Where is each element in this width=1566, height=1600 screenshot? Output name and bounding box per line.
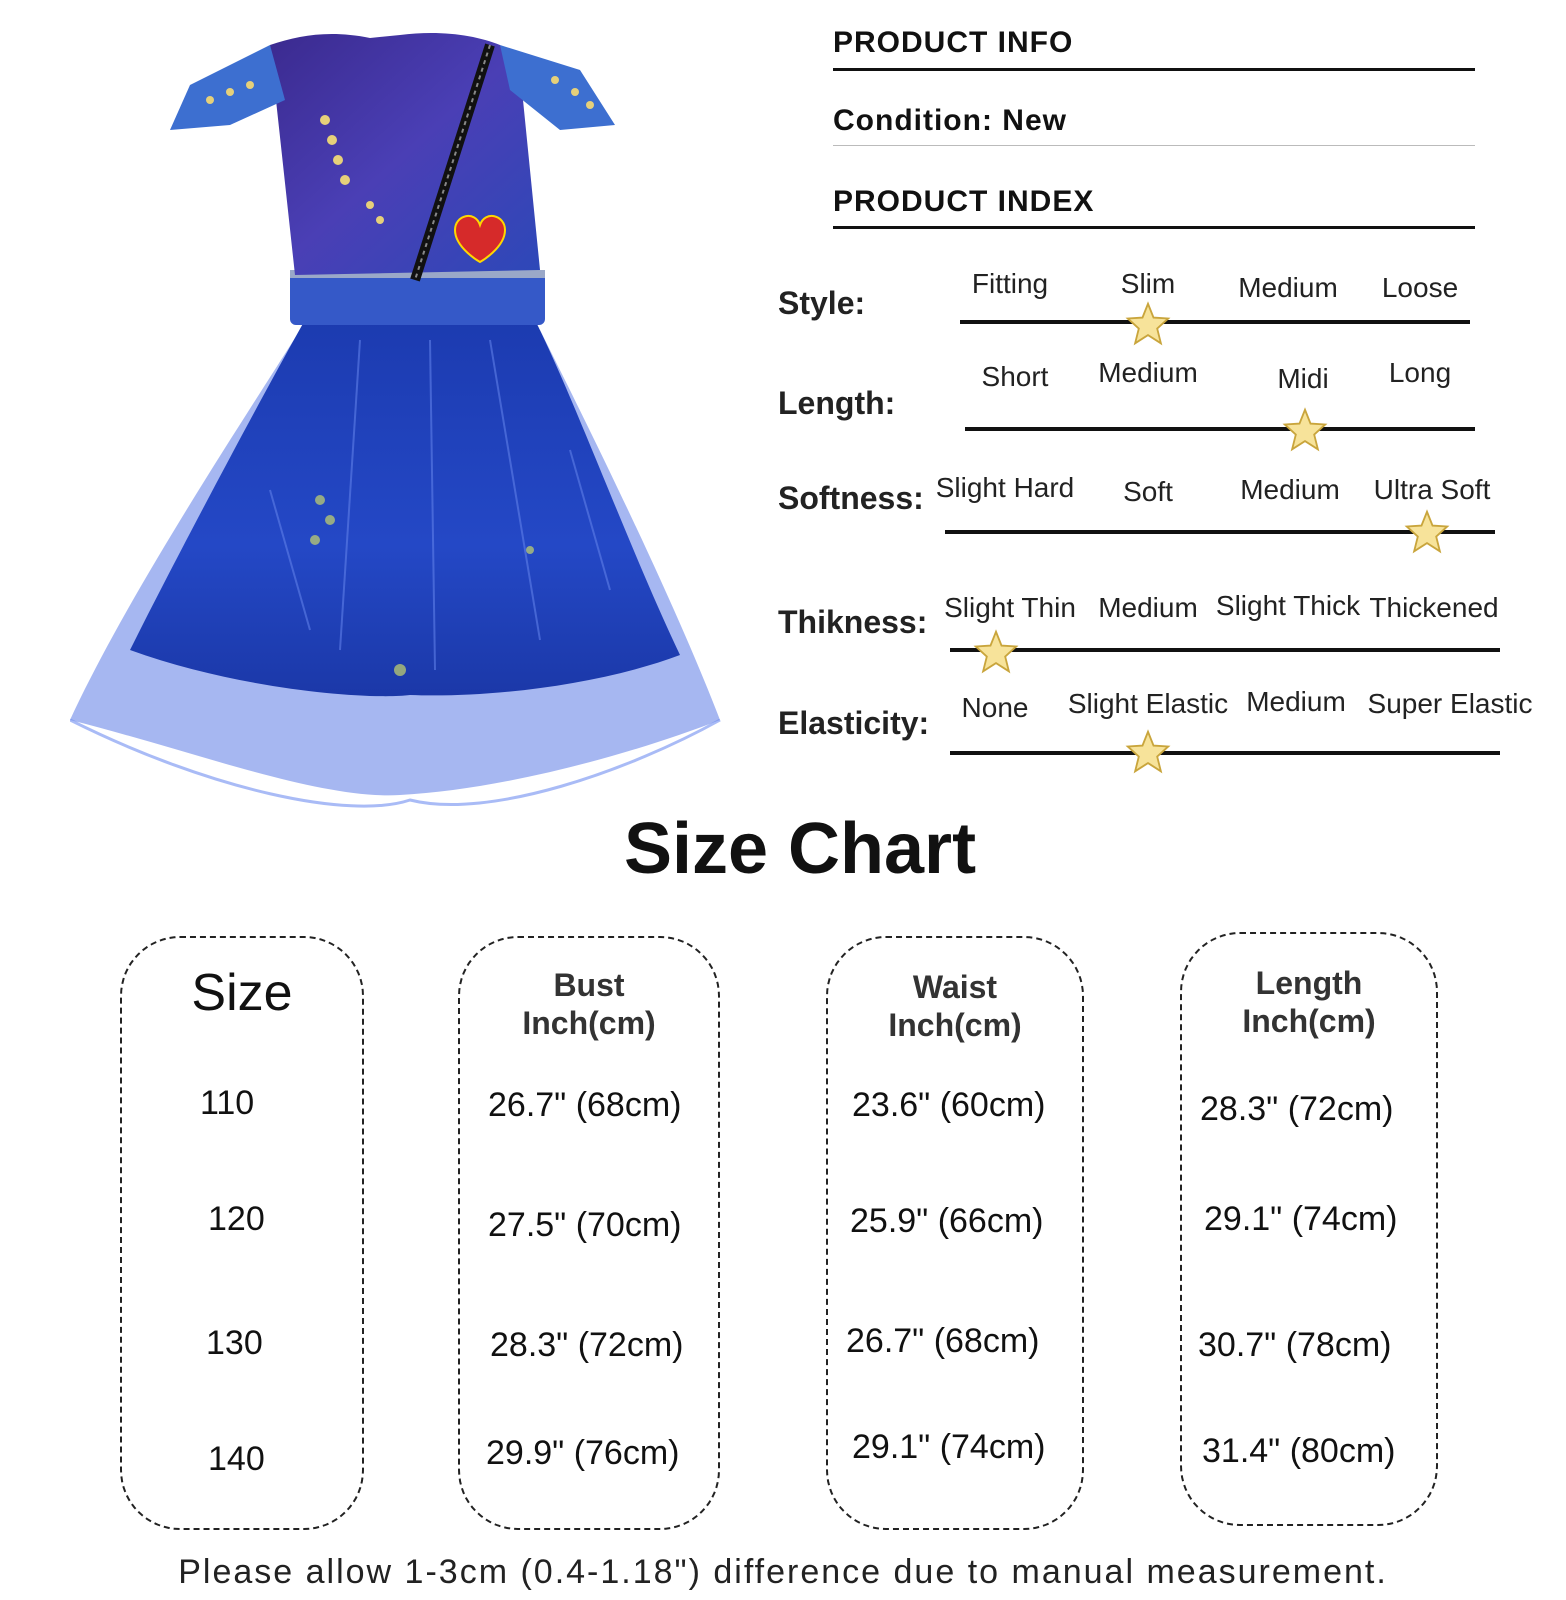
waist-cell: 29.1" (74cm) <box>852 1428 1046 1466</box>
length-cell: 28.3" (72cm) <box>1200 1090 1394 1128</box>
thickness-scale-line <box>950 648 1500 652</box>
length-column <box>1180 932 1438 1526</box>
waist-cell: 25.9" (66cm) <box>850 1202 1044 1240</box>
length-cell: 29.1" (74cm) <box>1204 1200 1398 1238</box>
size-cell: 110 <box>200 1084 255 1122</box>
softness-option-soft: Soft <box>1123 476 1173 507</box>
waist-cell: 26.7" (68cm) <box>846 1322 1040 1360</box>
elasticity-option-slight-elastic: Slight Elastic <box>1067 688 1229 719</box>
size-column-header: Size <box>191 964 293 1022</box>
product-index-heading: PRODUCT INDEX <box>833 185 1095 218</box>
thickness-option-thickened: Thickened <box>1369 592 1499 623</box>
bust-cell: 28.3" (72cm) <box>490 1326 684 1364</box>
length-label: Length: <box>778 385 896 421</box>
size-cell: 130 <box>206 1324 263 1362</box>
style-option-fitting: Fitting <box>971 268 1049 299</box>
size-cell: 140 <box>208 1440 265 1478</box>
star-icon <box>1404 509 1450 555</box>
size-column <box>120 936 364 1530</box>
bust-header-unit: Inch(cm) <box>522 1005 656 1041</box>
softness-option-medium: Medium <box>1240 474 1340 505</box>
length-cell: 31.4" (80cm) <box>1202 1432 1396 1470</box>
style-option-loose: Loose <box>1381 272 1459 303</box>
length-column-header <box>1182 964 1436 1040</box>
bust-cell: 29.9" (76cm) <box>486 1434 680 1472</box>
waist-header-title: Waist <box>912 969 998 1005</box>
condition-divider <box>833 145 1475 146</box>
bust-cell: 26.7" (68cm) <box>488 1086 682 1124</box>
thickness-option-slight-thin: Slight Thin <box>944 592 1076 623</box>
bust-column-header <box>460 966 718 1042</box>
length-header-title: Length <box>1255 965 1363 1001</box>
length-header-unit: Inch(cm) <box>1242 1003 1376 1039</box>
waist-header-unit: Inch(cm) <box>888 1007 1022 1043</box>
thickness-option-medium: Medium <box>1098 592 1198 623</box>
elasticity-option-medium: Medium <box>1246 686 1346 717</box>
star-icon <box>1125 301 1171 347</box>
softness-label: Softness: <box>778 480 924 516</box>
style-scale-line <box>960 320 1470 324</box>
length-option-medium: Medium <box>1098 357 1198 388</box>
size-chart-title: Size Chart <box>623 809 977 889</box>
waist-column <box>826 936 1084 1530</box>
style-label: Style: <box>778 285 866 321</box>
product-info-divider <box>833 68 1475 71</box>
star-icon <box>1125 729 1171 775</box>
waist-cell: 23.6" (60cm) <box>852 1086 1046 1124</box>
waist-column-header <box>828 968 1082 1044</box>
bust-column <box>458 936 720 1530</box>
elasticity-label: Elasticity: <box>778 705 930 741</box>
elasticity-option-none: None <box>961 692 1029 723</box>
dress-illustration <box>70 30 750 820</box>
product-info-heading: PRODUCT INFO <box>833 26 1074 59</box>
product-index-divider <box>833 226 1475 229</box>
length-option-long: Long <box>1388 357 1452 388</box>
size-cell: 120 <box>208 1200 265 1238</box>
softness-option-slight-hard: Slight Hard <box>935 472 1075 503</box>
thickness-label: Thikness: <box>778 604 928 640</box>
elasticity-scale-line <box>950 751 1500 755</box>
length-option-midi: Midi <box>1277 363 1329 394</box>
softness-option-ultra-soft: Ultra Soft <box>1373 474 1491 505</box>
length-option-short: Short <box>981 361 1049 392</box>
bust-cell: 27.5" (70cm) <box>488 1206 682 1244</box>
length-scale-line <box>965 427 1475 431</box>
bust-header-title: Bust <box>553 967 625 1003</box>
elasticity-option-super-elastic: Super Elastic <box>1367 688 1533 719</box>
style-option-medium: Medium <box>1238 272 1338 303</box>
style-option-slim: Slim <box>1120 268 1176 299</box>
measurement-note: Please allow 1-3cm (0.4-1.18") difference due to manual measurement. <box>178 1553 1388 1591</box>
length-cell: 30.7" (78cm) <box>1198 1326 1392 1364</box>
star-icon <box>973 629 1019 675</box>
thickness-option-slight-thick: Slight Thick <box>1215 590 1361 621</box>
condition-text: Condition: New <box>833 104 1067 137</box>
star-icon <box>1282 407 1328 453</box>
